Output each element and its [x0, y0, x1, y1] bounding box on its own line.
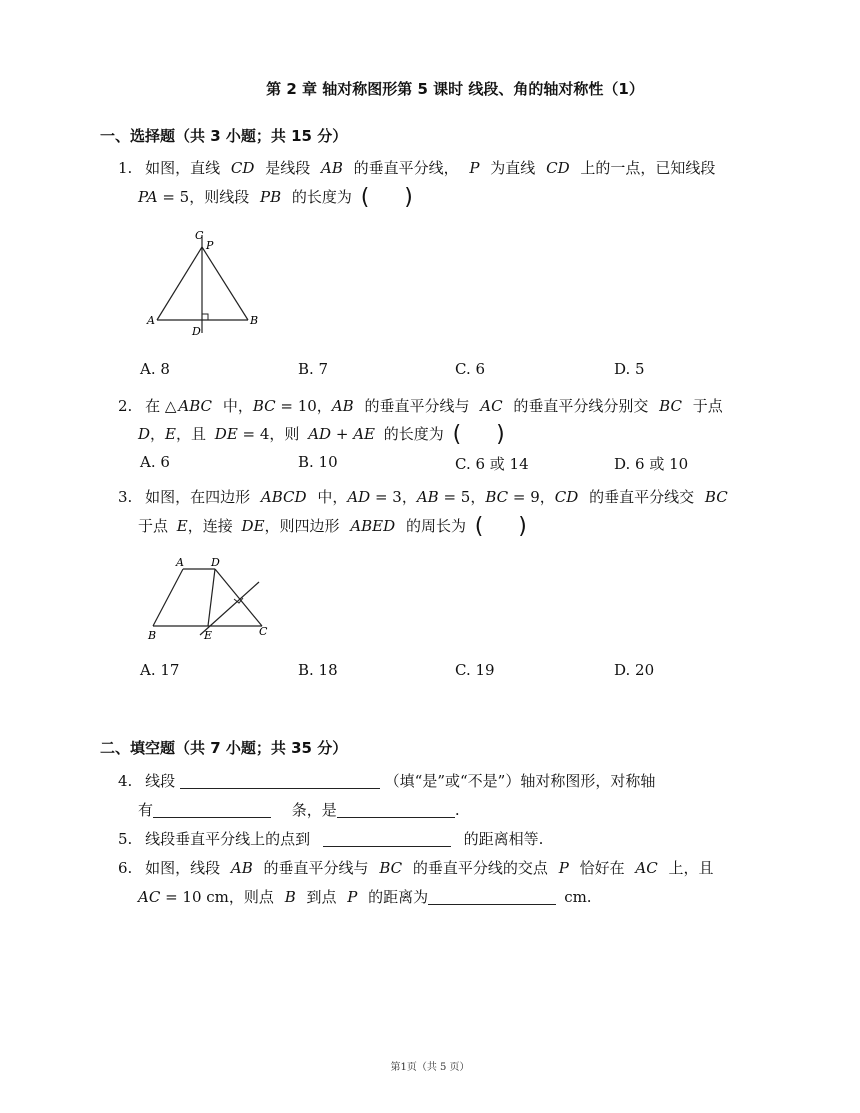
q3-var-e: E: [176, 517, 188, 535]
q2-var-ac: AC: [480, 397, 503, 415]
question-number: 5.: [118, 830, 133, 848]
q2-var-ab: AB: [331, 397, 354, 415]
answer-blank[interactable]: [180, 772, 380, 789]
q6-text: 恰好在: [579, 859, 625, 877]
q2-text: 的垂直平分线与: [364, 397, 470, 415]
q3-option-c[interactable]: C. 19: [455, 661, 495, 679]
q3-var-ad: AD: [347, 488, 371, 506]
question-4-line-1: [118, 771, 655, 791]
q1-option-b[interactable]: B. 7: [298, 360, 329, 378]
q1-option-c[interactable]: C. 6: [455, 360, 486, 378]
q4-text: 线段: [145, 772, 176, 790]
label-e: E: [204, 629, 213, 642]
q6-var-p: P: [558, 859, 569, 877]
q3-var-bc: BC: [485, 488, 509, 506]
q1-var-pb: PB: [260, 188, 282, 206]
q1-var-ab: AB: [320, 159, 343, 177]
q2-text: = 10，: [275, 397, 332, 415]
label-a: A: [147, 314, 155, 327]
q2-var-d: D: [138, 425, 151, 443]
label-b: B: [148, 629, 157, 642]
answer-blank[interactable]: [323, 830, 451, 847]
q6-var-ab: AB: [230, 859, 253, 877]
q2-option-b[interactable]: B. 10: [298, 453, 338, 471]
q2-text: 于点: [692, 397, 723, 415]
q1-var-cd: CD: [546, 159, 570, 177]
q3-text: 的周长为: [405, 517, 466, 535]
question-4-line-2: [138, 800, 460, 820]
answer-blank[interactable]: [428, 888, 556, 905]
question-3-line-1: [118, 487, 728, 507]
q3-option-d[interactable]: D. 20: [614, 661, 655, 679]
question-2-line-2: [138, 424, 505, 445]
q1-text: 为直线: [490, 159, 536, 177]
question-5: [118, 829, 543, 849]
q2-text: ，: [150, 425, 166, 443]
segment-dc: [215, 569, 262, 626]
q3-text: 中，: [317, 488, 348, 506]
q6-text: 的垂直平分线的交点: [412, 859, 548, 877]
segment-ab: [153, 569, 183, 626]
q2-text: 在 △: [145, 397, 177, 415]
question-2-line-1: [118, 396, 723, 416]
q6-var-bc: BC: [379, 859, 403, 877]
section-heading-fill: 二、填空题（共 7 小题；共 35 分）: [100, 739, 348, 757]
right-angle-mark: [202, 314, 208, 320]
q3-var-ab: AB: [416, 488, 439, 506]
question-number: 3.: [118, 488, 133, 506]
q4-text: 有: [138, 801, 154, 819]
section-heading-choice: 一、选择题（共 3 小题；共 15 分）: [100, 127, 348, 145]
q4-text: .: [454, 801, 460, 819]
q4-text: （填“是”或“不是”）轴对称图形，对称轴: [384, 772, 656, 790]
q3-text: 的垂直平分线交: [589, 488, 695, 506]
segment-de: [208, 569, 215, 626]
q3-text: = 3，: [370, 488, 417, 506]
q1-option-a[interactable]: A. 8: [140, 360, 170, 378]
label-d: D: [211, 556, 220, 569]
q2-text: = 4，则: [237, 425, 300, 443]
q1-text: 的垂直平分线，: [353, 159, 459, 177]
q2-var-ad: AD: [308, 425, 332, 443]
q1-text: 的长度为: [291, 188, 352, 206]
q6-text: 到点: [306, 888, 337, 906]
q3-var-abed: ABED: [350, 517, 396, 535]
q1-var-pa: PA: [138, 188, 158, 206]
segment-pb: [202, 247, 248, 320]
q6-text: cm.: [564, 888, 592, 906]
q6-text: 的垂直平分线与: [263, 859, 369, 877]
answer-blank[interactable]: [153, 801, 271, 818]
q2-var-de: DE: [214, 425, 238, 443]
q2-text: 的长度为: [383, 425, 444, 443]
q2-option-c[interactable]: C. 6 或 14: [455, 455, 529, 473]
question-6-line-1: [118, 858, 713, 878]
q6-text: 如图，线段: [145, 859, 221, 877]
q1-text: = 5，则线段: [157, 188, 250, 206]
q3-text: ，连接: [187, 517, 233, 535]
label-c: C: [195, 229, 204, 242]
q2-var-bc: BC: [659, 397, 682, 415]
question-1-line-2: [138, 187, 413, 208]
q1-option-d[interactable]: D. 5: [614, 360, 645, 378]
q2-var-e: E: [165, 425, 176, 443]
figure-triangle-abp: [140, 225, 270, 340]
q6-var-b: B: [284, 888, 296, 906]
question-6-line-2: [138, 887, 592, 907]
q3-text: 于点: [138, 517, 169, 535]
q2-var-bc: BC: [252, 397, 276, 415]
figure-quadrilateral-abcd: [140, 553, 275, 643]
q4-text: 条，是: [291, 801, 337, 819]
answer-blank[interactable]: [337, 801, 455, 818]
q6-var-ac: AC: [635, 859, 658, 877]
page-footer: 第1页（共 5 页）: [390, 1062, 470, 1073]
q1-text: 上的一点，已知线段: [580, 159, 716, 177]
label-d: D: [192, 325, 201, 338]
page-title: 第 2 章 轴对称图形第 5 课时 线段、角的轴对称性（1）: [266, 80, 644, 98]
q3-var-bc: BC: [704, 488, 728, 506]
q3-var-cd: CD: [554, 488, 579, 506]
q2-text: +: [331, 425, 354, 443]
label-b: B: [250, 314, 259, 327]
q2-text: 的垂直平分线分别交: [513, 397, 649, 415]
q3-option-a[interactable]: A. 17: [140, 661, 180, 679]
q2-text: 中，: [222, 397, 253, 415]
q2-option-a[interactable]: A. 6: [140, 453, 170, 471]
q6-text: 的距离为: [368, 888, 429, 906]
answer-bracket: ( ): [360, 185, 413, 210]
q2-var-abc: ABC: [178, 397, 213, 415]
question-1-line-1: [118, 158, 715, 178]
q6-text: 上，且: [668, 859, 714, 877]
label-a: A: [176, 556, 184, 569]
question-number: 4.: [118, 772, 133, 790]
question-number: 6.: [118, 859, 133, 877]
q1-var-cd: CD: [230, 159, 255, 177]
question-number: 1.: [118, 159, 133, 177]
q1-text: 如图，直线: [145, 159, 221, 177]
q2-text: ，且: [176, 425, 207, 443]
answer-bracket: ( ): [452, 422, 505, 447]
q1-var-p: P: [469, 159, 480, 177]
q6-var-ac: AC: [138, 888, 161, 906]
q5-text: 线段垂直平分线上的点到: [145, 830, 311, 848]
q1-text: 是线段: [265, 159, 311, 177]
q3-text: ，则四边形: [264, 517, 340, 535]
question-number: 2.: [118, 397, 133, 415]
q3-var-abcd: ABCD: [260, 488, 307, 506]
q3-var-de: DE: [241, 517, 265, 535]
label-p: P: [206, 239, 214, 252]
q5-text: 的距离相等.: [463, 830, 544, 848]
segment-pa: [157, 247, 202, 320]
question-3-line-2: [138, 516, 527, 537]
perpendicular-bisector-cd: [200, 582, 259, 635]
q6-var-p: P: [347, 888, 358, 906]
q6-text: = 10 cm，则点: [160, 888, 274, 906]
q3-text: = 9，: [508, 488, 555, 506]
q2-option-d[interactable]: D. 6 或 10: [614, 455, 689, 473]
q3-text: = 5，: [438, 488, 486, 506]
q3-text: 如图，在四边形: [145, 488, 251, 506]
q3-option-b[interactable]: B. 18: [298, 661, 338, 679]
answer-bracket: ( ): [474, 514, 527, 539]
q2-var-ae: AE: [353, 425, 375, 443]
label-c: C: [259, 625, 268, 638]
